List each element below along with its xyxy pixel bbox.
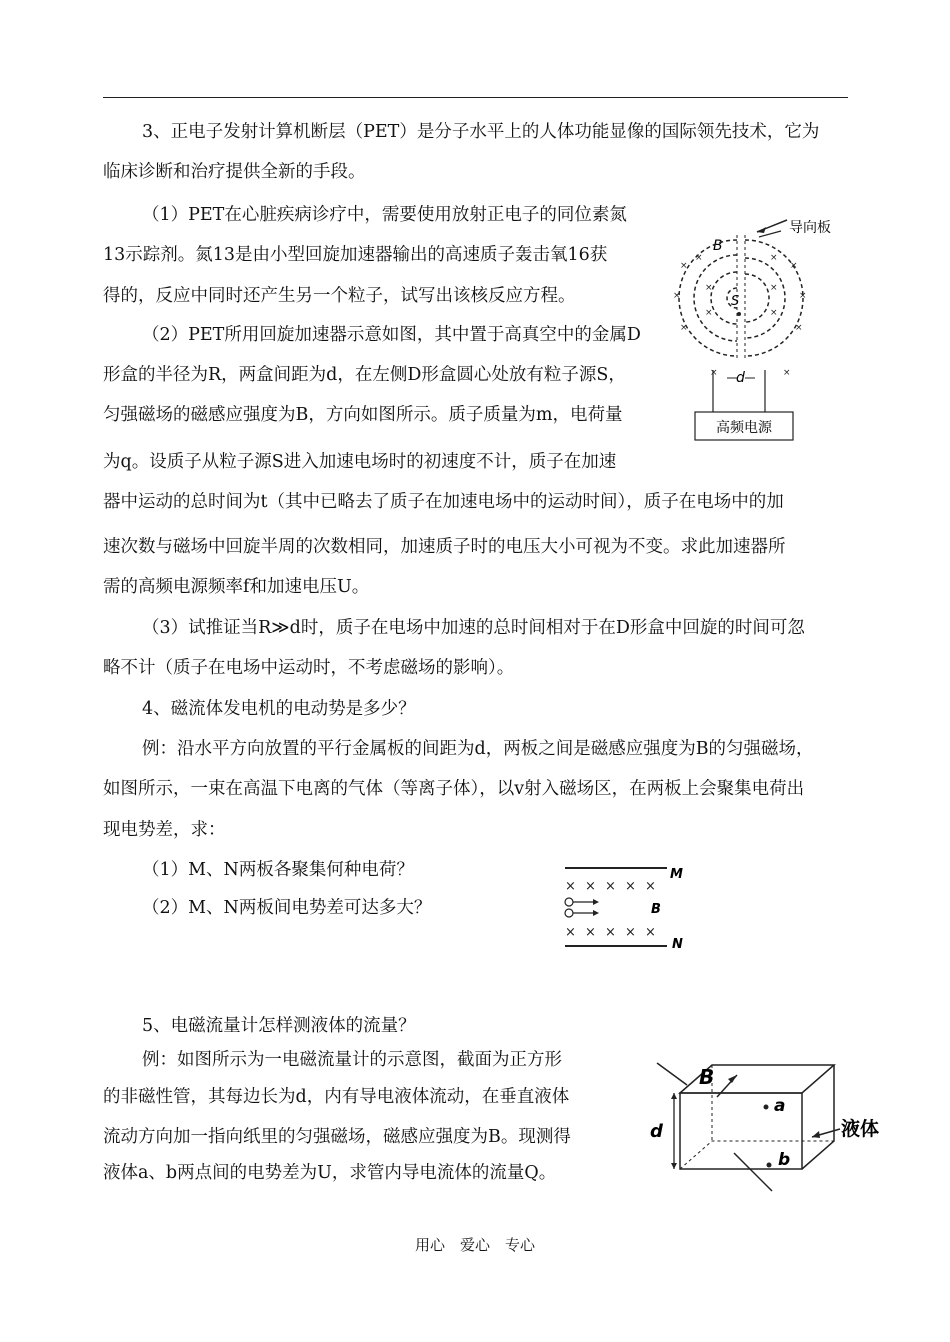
svg-text:×: × [605, 879, 616, 894]
q3-part1-line-3: 得的，反应中同时还产生另一个粒子，试写出该核反应方程。 [103, 286, 576, 306]
side-d-label: d [650, 1121, 663, 1142]
svg-text:×: × [625, 925, 636, 940]
svg-text:×: × [710, 368, 718, 378]
cyclotron-figure [665, 210, 855, 445]
svg-text:×: × [695, 253, 703, 263]
svg-text:×: × [565, 925, 576, 940]
q3-part2-line-6: 速次数与磁场中回旋半周的次数相同，加速质子时的电压大小可视为不变。求此加速器所 [103, 537, 786, 557]
svg-text:×: × [770, 308, 778, 318]
q3-part3-line-2: 略不计（质子在电场中运动时，不考虑磁场的影响）。 [103, 658, 515, 678]
svg-text:×: × [645, 925, 656, 940]
point-b-label: b [778, 1150, 791, 1170]
svg-text:×: × [680, 323, 688, 333]
svg-text:×: × [795, 323, 803, 333]
svg-text:×: × [705, 283, 713, 293]
q5-example-line-2: 的非磁性管，其每边长为d，内有导电液体流动，在垂直液体 [103, 1087, 570, 1107]
source-s-label: S [731, 294, 740, 309]
svg-text:×: × [770, 283, 778, 293]
liquid-label: 液体 [841, 1118, 880, 1140]
svg-text:×: × [565, 879, 576, 894]
mhd-generator-figure [555, 860, 700, 955]
q3-part2-line-2: 形盒的半径为R，两盒间距为d，在左侧D形盒圆心处放有粒子源S， [103, 365, 626, 385]
point-a-label: a [774, 1096, 786, 1116]
q3-part2-line-5: 器中运动的总时间为t（其中已略去了质子在加速电场中的运动时间），质子在电场中的加 [103, 492, 784, 512]
svg-text:×: × [605, 925, 616, 940]
svg-text:×: × [585, 925, 596, 940]
svg-text:×: × [625, 879, 636, 894]
field-b-label: B [699, 1065, 715, 1089]
q4-example-line-1: 例：沿水平方向放置的平行金属板的间距为d，两板之间是磁感应强度为B的匀强磁场， [142, 739, 814, 759]
svg-text:×: × [680, 261, 688, 271]
svg-text:×: × [799, 291, 807, 301]
svg-text:×: × [673, 291, 681, 301]
q4-sub-2: （2）M、N两板间电势差可达多大？ [142, 898, 432, 918]
q3-line-1: 3、正电子发射计算机断层（PET）是分子水平上的人体功能显像的国际领先技术，它为 [142, 122, 820, 142]
q4-sub-1: （1）M、N两板各聚集何种电荷？ [142, 860, 414, 880]
q3-part1-line-2: 13示踪剂。氮13是由小型回旋加速器输出的高速质子轰击氧16获 [103, 245, 608, 265]
q4-title: 4、磁流体发电机的电动势是多少？ [142, 699, 416, 719]
q3-part1-line-1: （1）PET在心脏疾病诊疗中，需要使用放射正电子的同位素氮 [142, 205, 627, 225]
hf-source-label: 高频电源 [716, 420, 772, 436]
page-footer: 用心 爱心 专心 [414, 1236, 535, 1254]
plate-m-label: M [670, 867, 683, 882]
q5-title: 5、电磁流量计怎样测液体的流量？ [142, 1016, 416, 1036]
svg-text:×: × [645, 879, 656, 894]
svg-text:×: × [585, 879, 596, 894]
q5-example-line-1: 例：如图所示为一电磁流量计的示意图，截面为正方形 [142, 1050, 562, 1070]
svg-text:×: × [783, 368, 791, 378]
q5-example-line-3: 流动方向加一指向纸里的匀强磁场，磁感应强度为B。现测得 [103, 1127, 571, 1147]
svg-text:×: × [790, 261, 798, 271]
field-b-label: B [651, 902, 661, 917]
q3-part3-line-1: （3）试推证当R≫d时，质子在电场中加速的总时间相对于在D形盒中回旋的时间可忽 [142, 618, 805, 638]
q4-example-line-2: 如图所示，一束在高温下电离的气体（等离子体），以v射入磁场区，在两板上会聚集电荷出 [103, 779, 805, 799]
gap-d-label: d [736, 370, 745, 386]
q3-part2-line-1: （2）PET所用回旋加速器示意如图，其中置于高真空中的金属D [142, 325, 641, 345]
svg-text:×: × [705, 308, 713, 318]
q5-example-line-4: 液体a、b两点间的电势差为U，求管内导电流体的流量Q。 [103, 1163, 557, 1183]
flowmeter-figure [642, 1055, 892, 1195]
q3-part2-line-3: 匀强磁场的磁感应强度为B，方向如图所示。质子质量为m，电荷量 [103, 405, 623, 425]
header-rule [103, 97, 848, 98]
field-b-label: B [713, 238, 723, 254]
guide-plate-label: 导向板 [789, 220, 831, 236]
svg-text:×: × [770, 253, 778, 263]
q3-line-2: 临床诊断和治疗提供全新的手段。 [103, 162, 366, 182]
q3-part2-line-7: 需的高频电源频率f和加速电压U。 [103, 577, 370, 597]
plate-n-label: N [672, 937, 683, 952]
q4-example-line-3: 现电势差，求： [103, 820, 226, 840]
q3-part2-line-4: 为q。设质子从粒子源S进入加速电场时的初速度不计，质子在加速 [103, 452, 617, 472]
